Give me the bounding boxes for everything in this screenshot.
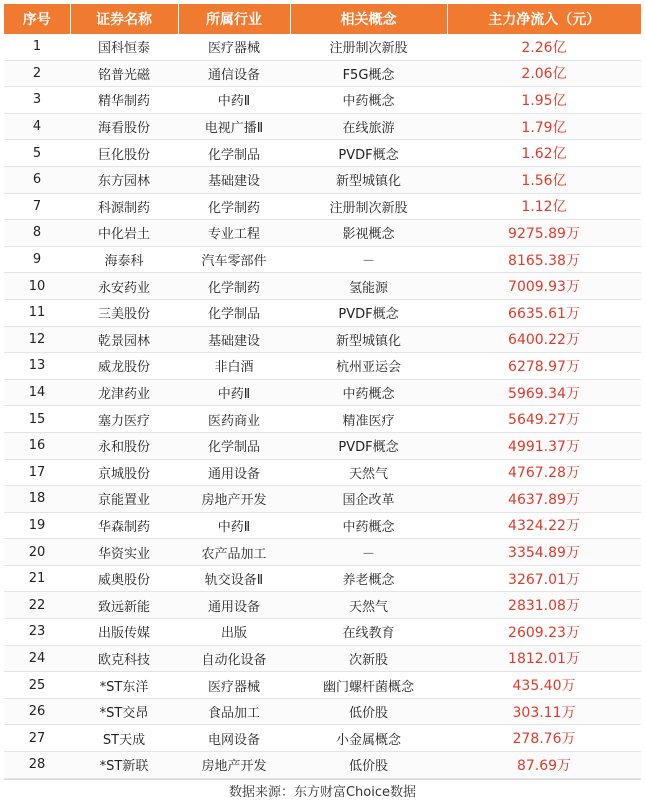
cell-rank: 9: [4, 246, 70, 273]
table-row: [4, 592, 641, 619]
cell-concept: 新型城镇化: [290, 166, 447, 193]
cell-stock-name: 科源制药: [70, 193, 178, 220]
cell-industry: 房地产开发: [178, 752, 290, 779]
table-row: [4, 87, 641, 114]
cell-concept: 次新股: [290, 645, 447, 672]
cell-rank: 19: [4, 512, 70, 539]
cell-net-inflow: 2831.08万: [447, 592, 641, 619]
cell-concept: 中药概念: [290, 512, 447, 539]
cell-stock-name: 海看股份: [70, 113, 178, 140]
cell-net-inflow: 1.62亿: [447, 140, 641, 167]
header-industry: 所属行业: [178, 4, 290, 34]
cell-stock-name: 京城股份: [70, 459, 178, 486]
cell-stock-name: 致远新能: [70, 592, 178, 619]
cell-concept: 影视概念: [290, 220, 447, 247]
cell-rank: 12: [4, 326, 70, 353]
cell-industry: 中药Ⅱ: [178, 512, 290, 539]
cell-stock-name: 威奥股份: [70, 565, 178, 592]
cell-stock-name: 出版传媒: [70, 619, 178, 646]
cell-concept: PVDF概念: [290, 432, 447, 459]
cell-industry: 农产品加工: [178, 539, 290, 566]
cell-stock-name: 中化岩土: [70, 220, 178, 247]
cell-net-inflow: 9275.89万: [447, 220, 641, 247]
cell-industry: 医疗器械: [178, 672, 290, 699]
cell-industry: 通信设备: [178, 60, 290, 87]
cell-concept: 在线旅游: [290, 113, 447, 140]
cell-industry: 通用设备: [178, 459, 290, 486]
cell-stock-name: 永安药业: [70, 273, 178, 300]
table-row: [4, 246, 641, 273]
table-row: [4, 326, 641, 353]
table-row: [4, 34, 641, 60]
cell-concept: 低价股: [290, 752, 447, 779]
cell-industry: 非白酒: [178, 353, 290, 380]
cell-concept: 精准医疗: [290, 406, 447, 433]
cell-net-inflow: 6278.97万: [447, 353, 641, 380]
cell-rank: 24: [4, 645, 70, 672]
cell-stock-name: 永和股份: [70, 432, 178, 459]
cell-net-inflow: 5969.34万: [447, 379, 641, 406]
cell-stock-name: 海泰科: [70, 246, 178, 273]
cell-net-inflow: 6635.61万: [447, 299, 641, 326]
table-header-row: [4, 4, 641, 34]
cell-net-inflow: 1.79亿: [447, 113, 641, 140]
cell-industry: 房地产开发: [178, 486, 290, 513]
cell-rank: 6: [4, 166, 70, 193]
cell-net-inflow: 4991.37万: [447, 432, 641, 459]
cell-net-inflow: 6400.22万: [447, 326, 641, 353]
cell-industry: 出版: [178, 619, 290, 646]
cell-industry: 电视广播Ⅱ: [178, 113, 290, 140]
cell-rank: 13: [4, 353, 70, 380]
cell-concept: PVDF概念: [290, 140, 447, 167]
cell-industry: 轨交设备Ⅱ: [178, 565, 290, 592]
cell-rank: 16: [4, 432, 70, 459]
table-row: [4, 220, 641, 247]
cell-concept: 中药概念: [290, 379, 447, 406]
table-row: [4, 619, 641, 646]
cell-stock-name: 铭普光磁: [70, 60, 178, 87]
cell-net-inflow: 1.95亿: [447, 87, 641, 114]
cell-industry: 基础建设: [178, 166, 290, 193]
capital-flow-table-wrapper: [4, 4, 641, 806]
cell-stock-name: 塞力医疗: [70, 406, 178, 433]
cell-industry: 医疗器械: [178, 34, 290, 60]
cell-industry: 化学制药: [178, 273, 290, 300]
cell-concept: 注册制次新股: [290, 34, 447, 60]
table-row: [4, 672, 641, 699]
cell-rank: 18: [4, 486, 70, 513]
cell-net-inflow: 303.11万: [447, 698, 641, 725]
header-net-inflow: 主力净流入（元）: [447, 4, 641, 34]
cell-rank: 25: [4, 672, 70, 699]
cell-stock-name: 东方园林: [70, 166, 178, 193]
cell-stock-name: 精华制药: [70, 87, 178, 114]
cell-net-inflow: 278.76万: [447, 725, 641, 752]
cell-net-inflow: 1.12亿: [447, 193, 641, 220]
cell-stock-name: 威龙股份: [70, 353, 178, 380]
header-rank: 序号: [4, 4, 70, 34]
cell-rank: 11: [4, 299, 70, 326]
cell-concept: 在线教育: [290, 619, 447, 646]
table-row: [4, 299, 641, 326]
table-row: [4, 432, 641, 459]
cell-rank: 15: [4, 406, 70, 433]
table-row: [4, 698, 641, 725]
cell-concept: 中药概念: [290, 87, 447, 114]
table-row: [4, 60, 641, 87]
cell-rank: 7: [4, 193, 70, 220]
cell-rank: 17: [4, 459, 70, 486]
cell-net-inflow: 2.06亿: [447, 60, 641, 87]
table-row: [4, 193, 641, 220]
cell-rank: 20: [4, 539, 70, 566]
cell-net-inflow: 4637.89万: [447, 486, 641, 513]
cell-net-inflow: 4324.22万: [447, 512, 641, 539]
cell-rank: 3: [4, 87, 70, 114]
cell-stock-name: *ST交昂: [70, 698, 178, 725]
cell-industry: 化学制药: [178, 193, 290, 220]
table-row: [4, 140, 641, 167]
cell-concept: 小金属概念: [290, 725, 447, 752]
table-row: [4, 565, 641, 592]
cell-concept: 国企改革: [290, 486, 447, 513]
table-row: [4, 353, 641, 380]
cell-net-inflow: 2.26亿: [447, 34, 641, 60]
cell-rank: 23: [4, 619, 70, 646]
cell-stock-name: 龙津药业: [70, 379, 178, 406]
cell-concept: PVDF概念: [290, 299, 447, 326]
cell-industry: 汽车零部件: [178, 246, 290, 273]
cell-net-inflow: 5649.27万: [447, 406, 641, 433]
cell-rank: 1: [4, 34, 70, 60]
cell-industry: 通用设备: [178, 592, 290, 619]
table-row: [4, 459, 641, 486]
table-row: [4, 725, 641, 752]
cell-concept: 养老概念: [290, 565, 447, 592]
cell-rank: 28: [4, 752, 70, 779]
table-row: [4, 166, 641, 193]
cell-rank: 26: [4, 698, 70, 725]
table-row: [4, 512, 641, 539]
cell-concept: 注册制次新股: [290, 193, 447, 220]
cell-industry: 化学制品: [178, 432, 290, 459]
cell-industry: 化学制品: [178, 140, 290, 167]
cell-stock-name: ST天成: [70, 725, 178, 752]
cell-industry: 医药商业: [178, 406, 290, 433]
cell-concept: 氢能源: [290, 273, 447, 300]
cell-concept: －: [290, 246, 447, 273]
cell-industry: 化学制品: [178, 299, 290, 326]
cell-rank: 5: [4, 140, 70, 167]
cell-net-inflow: 1.56亿: [447, 166, 641, 193]
cell-rank: 2: [4, 60, 70, 87]
cell-stock-name: 国科恒泰: [70, 34, 178, 60]
table-row: [4, 113, 641, 140]
cell-rank: 27: [4, 725, 70, 752]
data-source-note: 数据来源：东方财富Choice数据: [4, 779, 641, 806]
cell-stock-name: 乾景园林: [70, 326, 178, 353]
cell-concept: 天然气: [290, 592, 447, 619]
table-row: [4, 406, 641, 433]
cell-industry: 电网设备: [178, 725, 290, 752]
cell-stock-name: *ST东洋: [70, 672, 178, 699]
cell-net-inflow: 1812.01万: [447, 645, 641, 672]
cell-rank: 8: [4, 220, 70, 247]
table-row: [4, 539, 641, 566]
cell-stock-name: *ST新联: [70, 752, 178, 779]
cell-net-inflow: 3267.01万: [447, 565, 641, 592]
table-body: [4, 34, 641, 778]
cell-concept: F5G概念: [290, 60, 447, 87]
header-concept: 相关概念: [290, 4, 447, 34]
cell-industry: 中药Ⅱ: [178, 379, 290, 406]
cell-concept: 杭州亚运会: [290, 353, 447, 380]
cell-rank: 14: [4, 379, 70, 406]
cell-industry: 基础建设: [178, 326, 290, 353]
cell-net-inflow: 7009.93万: [447, 273, 641, 300]
cell-net-inflow: 2609.23万: [447, 619, 641, 646]
cell-concept: 天然气: [290, 459, 447, 486]
cell-net-inflow: 4767.28万: [447, 459, 641, 486]
cell-industry: 专业工程: [178, 220, 290, 247]
table-row: [4, 379, 641, 406]
capital-flow-table: [4, 4, 641, 779]
cell-stock-name: 京能置业: [70, 486, 178, 513]
cell-stock-name: 华森制药: [70, 512, 178, 539]
cell-concept: 幽门螺杆菌概念: [290, 672, 447, 699]
cell-concept: 低价股: [290, 698, 447, 725]
cell-concept: 新型城镇化: [290, 326, 447, 353]
cell-rank: 4: [4, 113, 70, 140]
cell-stock-name: 华资实业: [70, 539, 178, 566]
cell-rank: 21: [4, 565, 70, 592]
cell-net-inflow: 3354.89万: [447, 539, 641, 566]
header-stock-name: 证券名称: [70, 4, 178, 34]
table-row: [4, 273, 641, 300]
cell-industry: 食品加工: [178, 698, 290, 725]
cell-rank: 22: [4, 592, 70, 619]
cell-rank: 10: [4, 273, 70, 300]
cell-concept: －: [290, 539, 447, 566]
cell-industry: 中药Ⅱ: [178, 87, 290, 114]
cell-stock-name: 欧克科技: [70, 645, 178, 672]
cell-stock-name: 巨化股份: [70, 140, 178, 167]
cell-stock-name: 三美股份: [70, 299, 178, 326]
cell-net-inflow: 87.69万: [447, 752, 641, 779]
cell-net-inflow: 435.40万: [447, 672, 641, 699]
cell-industry: 自动化设备: [178, 645, 290, 672]
cell-net-inflow: 8165.38万: [447, 246, 641, 273]
table-row: [4, 486, 641, 513]
table-row: [4, 645, 641, 672]
